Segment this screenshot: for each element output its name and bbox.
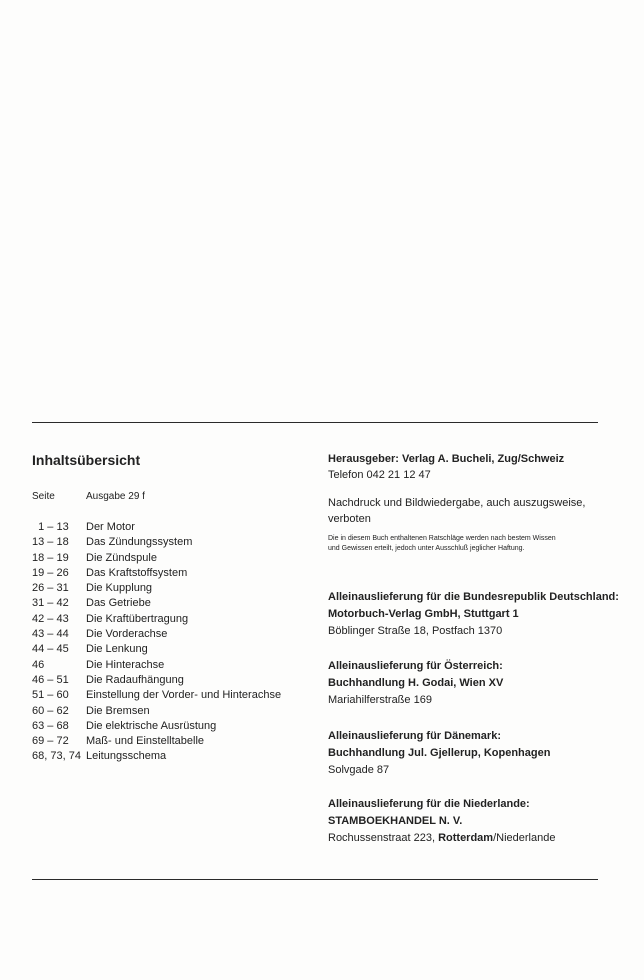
toc-entry-title: Die Lenkung <box>86 643 148 656</box>
distributor-address: Böblinger Straße 18, Postfach 1370 <box>328 625 503 637</box>
distributor-heading: Alleinauslieferung für die Bundesrepublik Deutschland: <box>328 591 619 603</box>
toc-entry-pages: 1 – 13 <box>32 521 69 533</box>
toc-entry-title: Maß- und Einstelltabelle <box>86 735 205 748</box>
reprint-notice: Nachdruck und Bildwiedergabe, auch auszugsweise, <box>328 497 586 509</box>
toc-entry-pages: 69 – 72 <box>32 735 69 748</box>
toc-entry-title: Die Radaufhängung <box>86 673 184 686</box>
toc-page-header: Seite <box>32 491 55 502</box>
toc-entry-pages: 43 – 44 <box>32 628 69 641</box>
distributor-name: Buchhandlung H. Godai, Wien XV <box>328 677 504 689</box>
toc-title: Inhaltsübersicht <box>32 452 141 468</box>
address-country: /Niederlande <box>493 832 556 844</box>
disclaimer-cont: und Gewissen erteilt, jedoch unter Ausschluß jeglicher Haftung. <box>328 545 525 552</box>
disclaimer: Die in diesem Buch enthaltenen Ratschläge werden nach bestem Wissen <box>328 535 556 542</box>
publisher: Herausgeber: Verlag A. Bucheli, Zug/Schweiz <box>328 453 565 465</box>
toc-entry-title: Die Kupplung <box>86 582 153 595</box>
bottom-rule <box>32 879 598 881</box>
toc-entry-pages: 18 – 19 <box>32 551 69 564</box>
toc-entry-title: Die Bremsen <box>86 704 150 717</box>
toc-entry-title: Leitungsschema <box>86 750 167 763</box>
distributor-heading: Alleinauslieferung für Österreich: <box>328 660 503 672</box>
toc-entry-pages: 46 – 51 <box>32 673 69 686</box>
address-street: Rochussenstraat 223, <box>328 832 439 844</box>
toc-entry-title: Die elektrische Ausrüstung <box>86 719 217 732</box>
toc-entry-pages: 31 – 42 <box>32 597 69 610</box>
distributor-address <box>328 832 555 845</box>
phone: Telefon 042 21 12 47 <box>328 469 431 481</box>
toc-entry-title: Die Zündspule <box>86 551 157 564</box>
toc-entry-pages: 26 – 31 <box>32 582 69 595</box>
toc-entry-pages: 51 – 60 <box>32 689 69 702</box>
toc-entry-pages: 60 – 62 <box>32 704 69 717</box>
toc-entry-title: Die Vorderachse <box>86 628 168 641</box>
toc-entry-title: Die Hinterachse <box>86 658 165 671</box>
toc-entry-pages: 44 – 45 <box>32 643 69 656</box>
toc-entry-pages: 42 – 43 <box>32 612 69 625</box>
toc-entry-pages: 19 – 26 <box>32 566 69 579</box>
toc-entry-title: Einstellung der Vorder- und Hinterachse <box>86 689 282 702</box>
distributor-heading: Alleinauslieferung für die Niederlande: <box>328 798 530 810</box>
distributor-address: Solvgade 87 <box>328 764 390 776</box>
distributor-address: Mariahilferstraße 169 <box>328 694 432 706</box>
distributor-heading: Alleinauslieferung für Dänemark: <box>328 730 501 742</box>
toc-entry-title: Die Kraftübertragung <box>86 612 189 625</box>
toc-entry-pages: 13 – 18 <box>32 536 69 549</box>
toc-entry-title: Der Motor <box>86 521 135 533</box>
distributor-name: Motorbuch-Verlag GmbH, Stuttgart 1 <box>328 608 519 620</box>
toc-entry-title: Das Zündungssystem <box>86 536 193 549</box>
distributor-name: STAMBOEKHANDEL N. V. <box>328 815 463 827</box>
distributor-name: Buchhandlung Jul. Gjellerup, Kopenhagen <box>328 747 551 759</box>
top-rule <box>32 422 598 424</box>
toc-entry-pages: 68, 73, 74 <box>32 750 81 763</box>
address-city: Rotterdam <box>438 832 494 844</box>
toc-entry-pages: 63 – 68 <box>32 719 69 732</box>
toc-entry-title: Das Kraftstoffsystem <box>86 566 188 579</box>
toc-entry-title: Das Getriebe <box>86 597 151 610</box>
toc-entry-pages: 46 <box>32 658 45 671</box>
reprint-notice-cont: verboten <box>328 513 371 525</box>
toc-edition: Ausgabe 29 f <box>86 491 145 502</box>
